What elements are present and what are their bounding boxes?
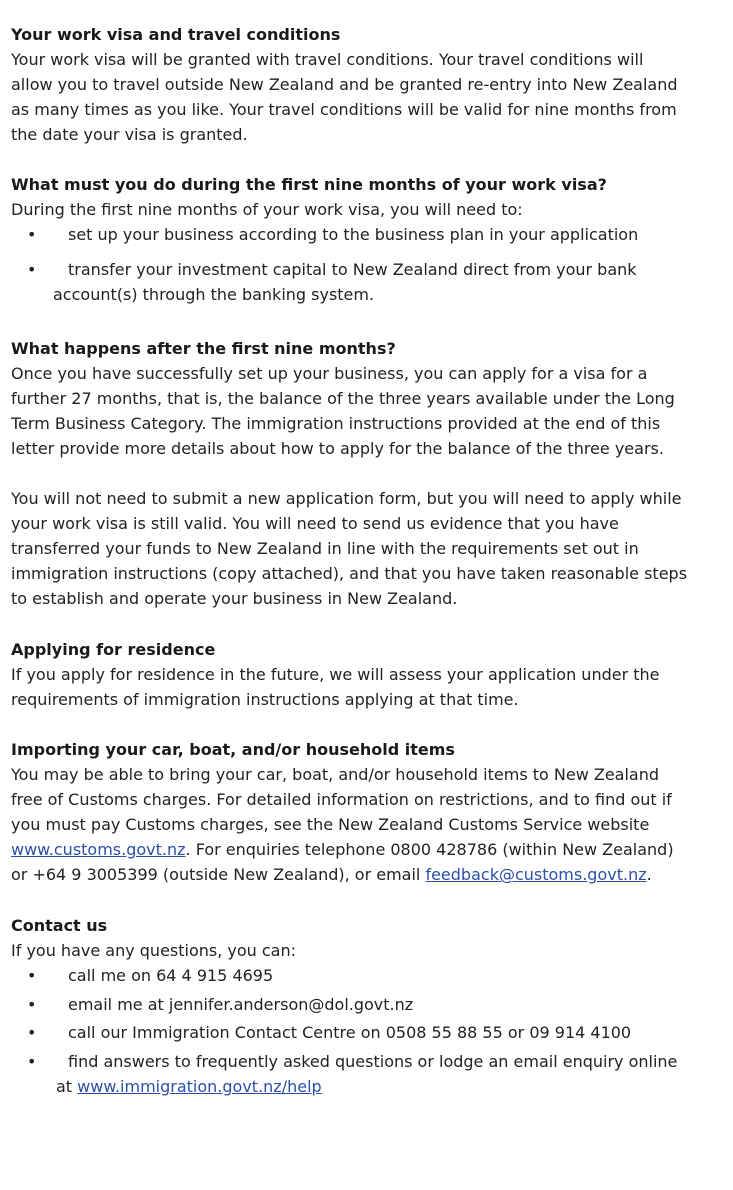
paragraph-line: requirements of immigration instructions applying at that time. (11, 690, 519, 709)
list-item-text: find answers to frequently asked questions or lodge an email enquiry online (68, 1052, 678, 1071)
contact-heading: Contact us (11, 916, 108, 935)
paragraph-text: . (646, 865, 652, 884)
list-item-text: call our Immigration Contact Centre on 0508 55 88 55 or 09 914 4100 (68, 1023, 632, 1042)
bullet: • (27, 1023, 37, 1042)
bullet: • (27, 966, 37, 985)
paragraph-line: as many times as you like. Your travel conditions will be valid for nine months from (11, 100, 677, 119)
paragraph-line: immigration instructions (copy attached), and that you have taken reasonable steps (11, 564, 688, 583)
paragraph-line (11, 862, 652, 887)
paragraph-line: If you apply for residence in the future, we will assess your application under the (11, 665, 660, 684)
list-item-text: call me on 64 4 915 4695 (68, 966, 274, 985)
paragraph-line: transferred your funds to New Zealand in line with the requirements set out in (11, 539, 639, 558)
paragraph-line: You may be able to bring your car, boat, and/or household items to New Zealand (11, 765, 660, 784)
list-item-text (56, 1074, 322, 1099)
paragraph-line: Term Business Category. The immigration instructions provided at the end of this (11, 414, 661, 433)
paragraph-line: allow you to travel outside New Zealand and be granted re-entry into New Zealand (11, 75, 678, 94)
paragraph-line: If you have any questions, you can: (11, 941, 297, 960)
bullet: • (27, 260, 37, 279)
paragraph-line: Once you have successfully set up your business, you can apply for a visa for a (11, 364, 648, 383)
travel-conditions-heading: Your work visa and travel conditions (11, 25, 341, 44)
paragraph-line: Your work visa will be granted with travel conditions. Your travel conditions will (11, 50, 644, 69)
paragraph-text: . For enquiries telephone 0800 428786 (within New Zealand) (185, 840, 674, 859)
paragraph-line: to establish and operate your business in New Zealand. (11, 589, 458, 608)
paragraph-line: you must pay Customs charges, see the New Zealand Customs Service website (11, 815, 650, 834)
importing-heading: Importing your car, boat, and/or household items (11, 740, 455, 759)
residence-heading: Applying for residence (11, 640, 216, 659)
list-item-text: set up your business according to the business plan in your application (68, 225, 639, 244)
after-nine-months-heading: What happens after the first nine months? (11, 339, 396, 358)
paragraph-text: or +64 9 3005399 (outside New Zealand), or email (11, 865, 426, 884)
bullet: • (27, 1052, 37, 1071)
list-item-text: email me at jennifer.anderson@dol.govt.nz (68, 995, 414, 1014)
paragraph-line: the date your visa is granted. (11, 125, 248, 144)
list-item-prefix: at (56, 1077, 78, 1096)
list-item-text: transfer your investment capital to New Zealand direct from your bank (68, 260, 637, 279)
paragraph-line: free of Customs charges. For detailed information on restrictions, and to find out if (11, 790, 672, 809)
customs-website-link[interactable]: www.customs.govt.nz (11, 840, 186, 859)
customs-email-link[interactable]: feedback@customs.govt.nz (425, 865, 647, 884)
immigration-help-link[interactable]: www.immigration.govt.nz/help (77, 1077, 322, 1096)
paragraph-line: You will not need to submit a new application form, but you will need to apply while (11, 489, 682, 508)
paragraph-line (11, 837, 674, 862)
list-item-text: account(s) through the banking system. (53, 285, 375, 304)
paragraph-line: letter provide more details about how to apply for the balance of the three years. (11, 439, 664, 458)
paragraph-line: During the first nine months of your work visa, you will need to: (11, 200, 523, 219)
paragraph-line: further 27 months, that is, the balance of the three years available under the Long (11, 389, 675, 408)
paragraph-line: your work visa is still valid. You will need to send us evidence that you have (11, 514, 619, 533)
bullet: • (27, 995, 37, 1014)
first-nine-months-heading: What must you do during the first nine months of your work visa? (11, 175, 607, 194)
bullet: • (27, 225, 37, 244)
